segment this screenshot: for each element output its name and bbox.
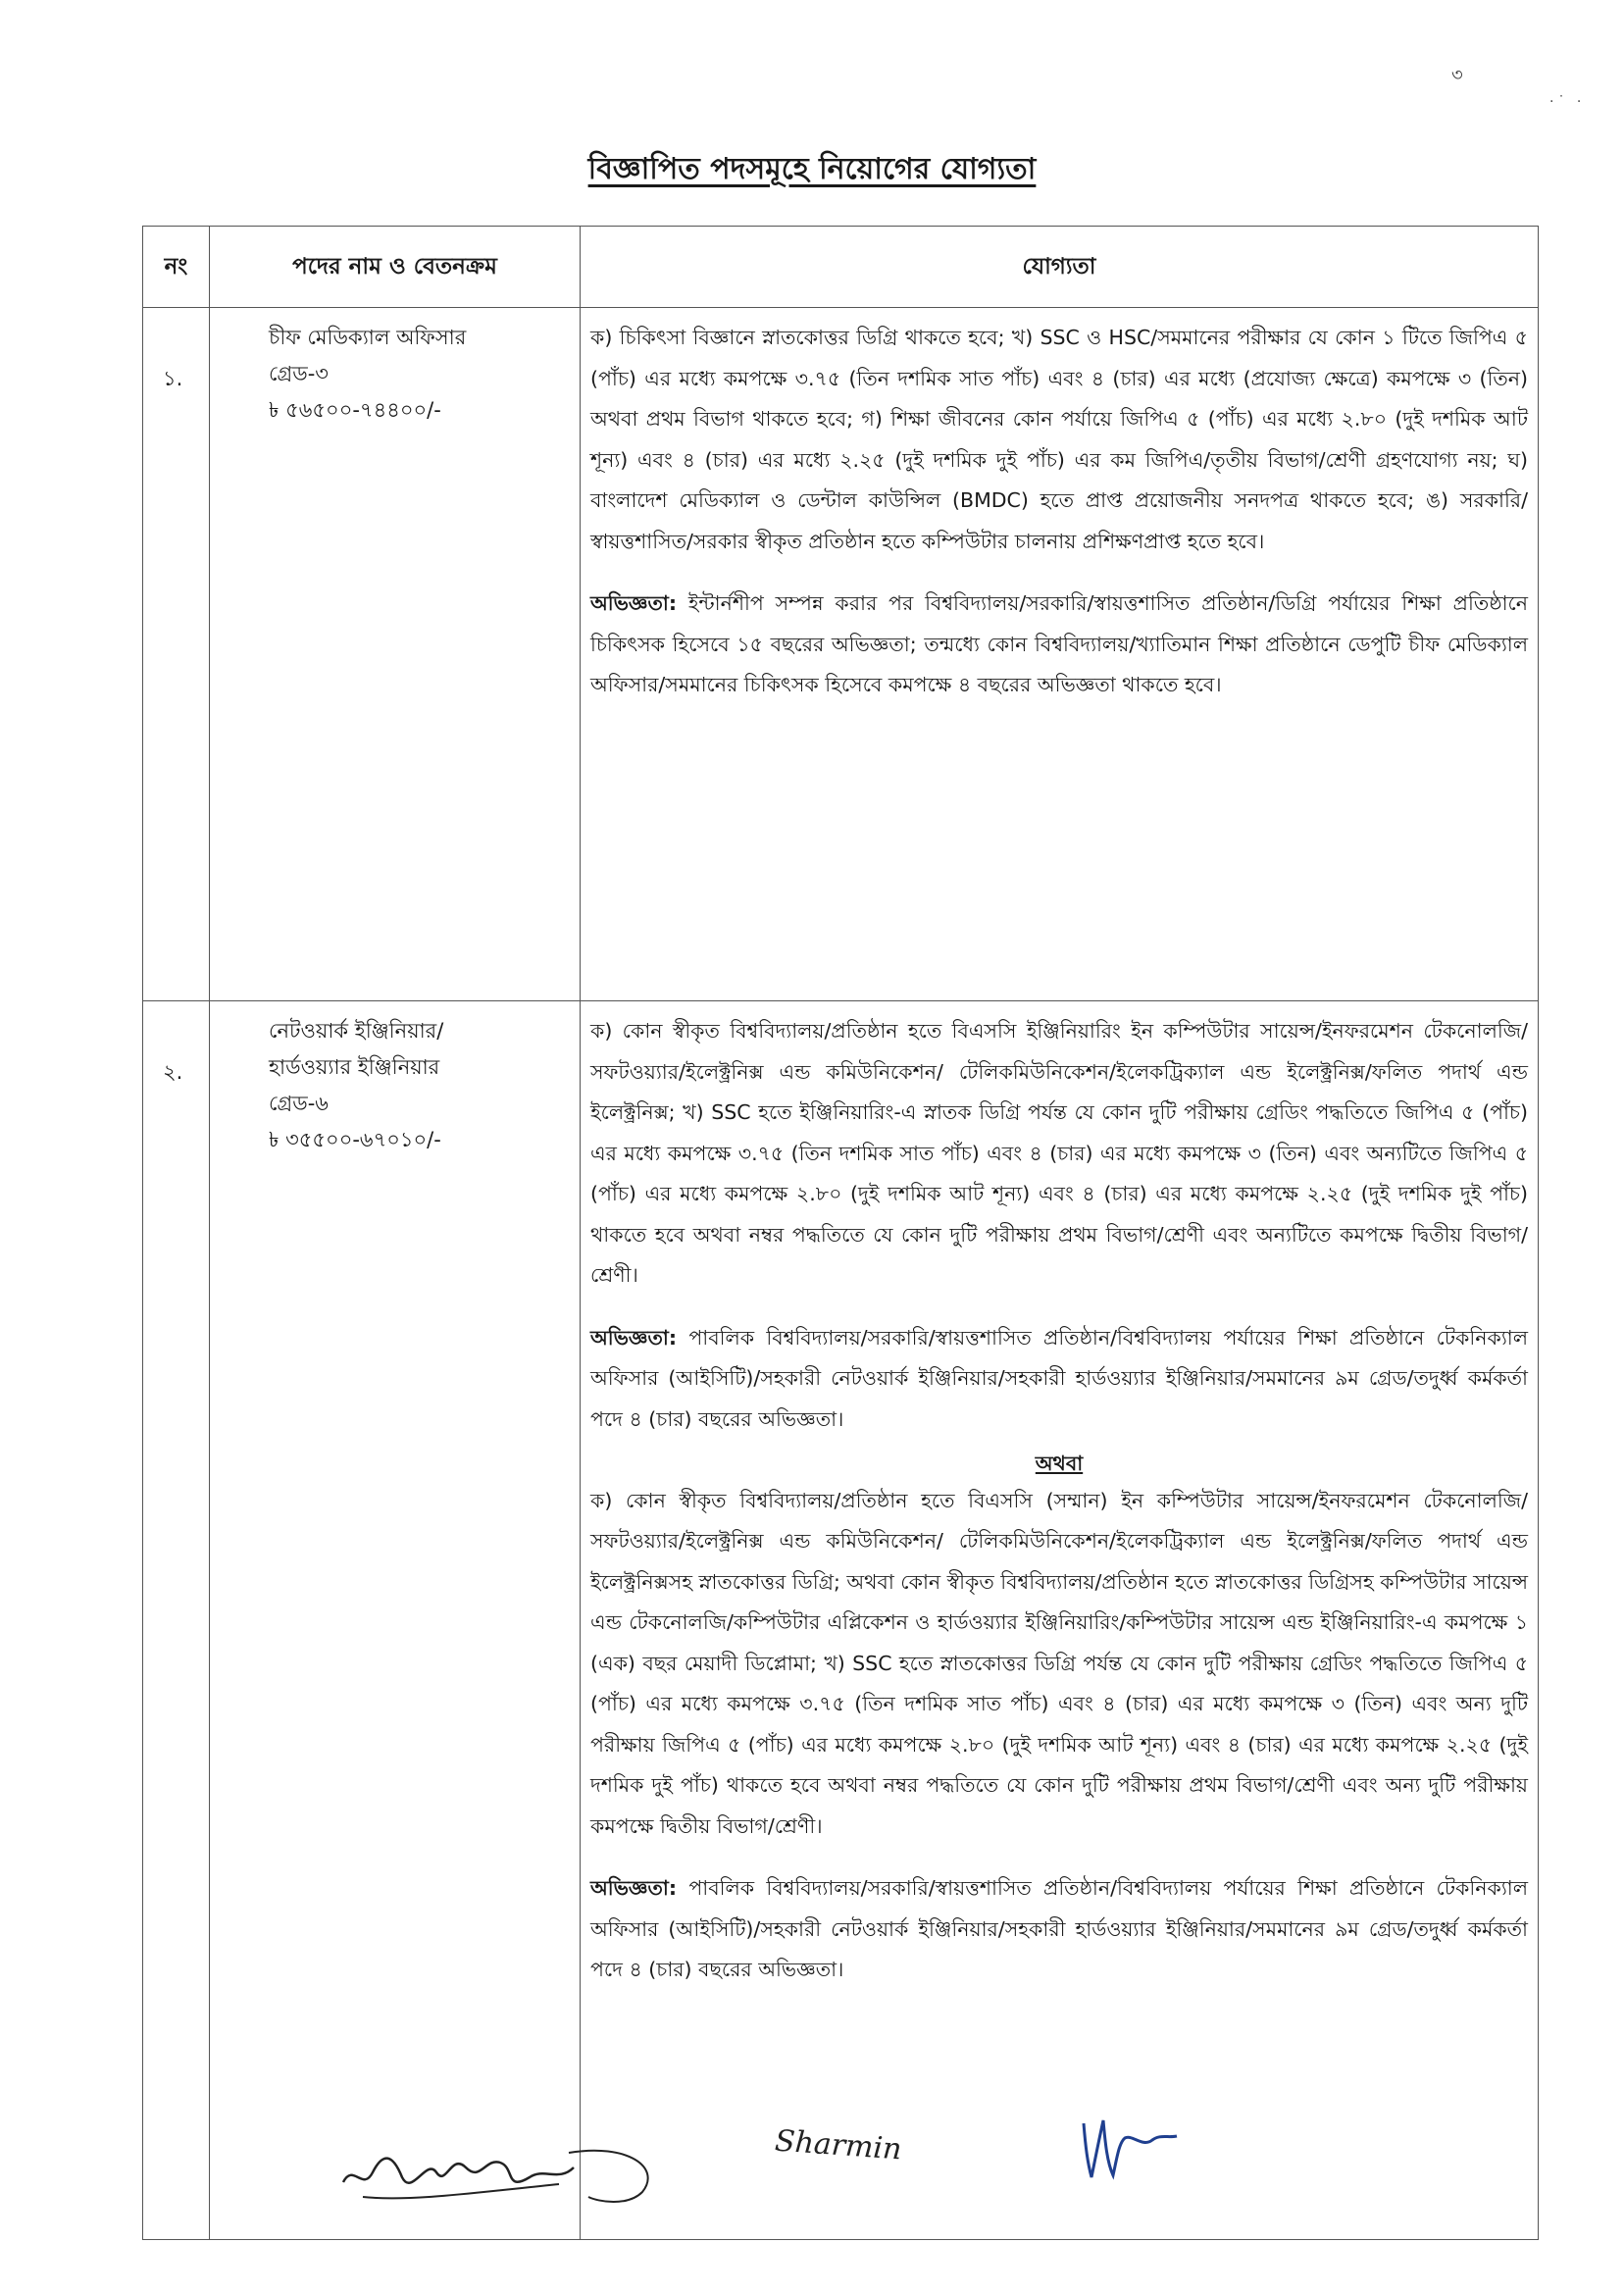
page-title	[0, 145, 1624, 195]
experience-label: অভিজ্ঞতা:	[590, 1325, 678, 1350]
header-no: নং	[143, 227, 210, 308]
post-cell	[210, 308, 581, 1001]
table-row	[143, 1001, 1539, 2240]
qualification-cell	[581, 1001, 1539, 2240]
post-name: নেটওয়ার্ক ইঞ্জিনিয়ার/	[269, 1019, 444, 1043]
signature-right	[1074, 2109, 1192, 2191]
signature-middle: Sharmin	[773, 2123, 903, 2167]
header-qualification: যোগ্যতা	[581, 227, 1539, 308]
page-number: ৩	[1451, 65, 1463, 85]
or-separator: অথবা	[1035, 1452, 1084, 1475]
table-row	[143, 308, 1539, 1001]
page-title-text: বিজ্ঞাপিত পদসমূহে নিয়োগের যোগ্যতা	[587, 152, 1037, 186]
experience-label: অভিজ্ঞতা:	[590, 591, 678, 615]
experience-text: পাবলিক বিশ্ববিদ্যালয়/সরকারি/স্বায়ত্তশাসিত প্রতিষ্ঠান/বিশ্ববিদ্যালয় পর্যায়ের শিক্ষা প্রতিষ্ঠানে টেকনিক্যাল অফিসার (আইসিটি)/সহকারী নেটওয়ার্ক ইঞ্জিনিয়ার/সহকারী হার্ডওয়্যার ইঞ্জিনিয়ার/সমমানের ৯ম গ্রেড/তদুর্ধ্ব কর্মকর্তা পদে ৪ (চার) বছরের অভিজ্ঞতা।	[590, 1325, 1528, 1431]
post-grade: গ্রেড-৩	[269, 362, 329, 385]
experience-paragraph	[590, 584, 1528, 706]
post-pay-scale: ৳ ৫৬৫০০-৭৪৪০০/-	[269, 398, 441, 422]
post-cell	[210, 1001, 581, 2240]
header-post: পদের নাম ও বেতনক্রম	[210, 227, 581, 308]
qualification-table	[142, 226, 1539, 2240]
post-grade: গ্রেড-৬	[269, 1092, 329, 1115]
post-name-cont: হার্ডওয়্যার ইঞ্জিনিয়ার	[269, 1055, 440, 1079]
alt-qualification-text: ক) কোন স্বীকৃত বিশ্ববিদ্যালয়/প্রতিষ্ঠান হতে বিএসসি (সম্মান) ইন কম্পিউটার সায়েন্স/ইনফরমেশন টেকনোলজি/সফটওয়্যার/ইলেক্ট্রনিক্স এন্ড কমিউনিকেশন/ টেলিকমিউনিকেশন/ইলেকট্রিক্যাল এন্ড ইলেক্ট্রনিক্স/ফলিত পদার্থ এন্ড ইলেক্ট্রনিক্সসহ স্নাতকোত্তর ডিগ্রি; অথবা কোন স্বীকৃত বিশ্ববিদ্যালয়/প্রতিষ্ঠান হতে স্নাতকোত্তর ডিগ্রিসহ কম্পিউটার সায়েন্স এন্ড টেকনোলজি/কম্পিউটার এপ্লিকেশন ও হার্ডওয়্যার ইঞ্জিনিয়ারিং/কম্পিউটার সায়েন্স এন্ড ইঞ্জিনিয়ারিং-এ কমপক্ষে ১ (এক) বছর মেয়াদী ডিপ্লোমা; খ) SSC হতে স্নাতকোত্তর ডিগ্রি পর্যন্ত যে কোন দুটি পরীক্ষায় গ্রেডিং পদ্ধতিতে জিপিএ ৫ (পাঁচ) এর মধ্যে কমপক্ষে ৩.৭৫ (তিন দশমিক সাত পাঁচ) এবং ৪ (চার) এর মধ্যে কমপক্ষে ৩ (তিন) এবং অন্য দুটি পরীক্ষায় জিপিএ ৫ (পাঁচ) এর মধ্যে কমপক্ষে ২.৮০ (দুই দশমিক আট শূন্য) এবং ৪ (চার) এর মধ্যে কমপক্ষে ২.২৫ (দুই দশমিক দুই পাঁচ) থাকতে হবে অথবা নম্বর পদ্ধতিতে যে কোন দুটি পরীক্ষায় প্রথম বিভাগ/শ্রেণী এবং অন্য দুটি পরীক্ষায় কমপক্ষে দ্বিতীয় বিভাগ/শ্রেণী।	[590, 1488, 1528, 1838]
experience-text: ইন্টার্নশীপ সম্পন্ন করার পর বিশ্ববিদ্যালয়/সরকারি/স্বায়ত্তশাসিত প্রতিষ্ঠান/ডিগ্রি পর্যায়ের শিক্ষা প্রতিষ্ঠানে চিকিৎসক হিসেবে ১৫ বছরের অভিজ্ঞতা; তন্মধ্যে কোন বিশ্ববিদ্যালয়/খ্যাতিমান শিক্ষা প্রতিষ্ঠানে ডেপুটি চীফ মেডিক্যাল অফিসার/সমমানের চিকিৎসক হিসেবে কমপক্ষে ৪ বছরের অভিজ্ঞতা থাকতে হবে।	[590, 591, 1528, 696]
row-number: ২.	[143, 1001, 210, 2240]
table-header-row	[143, 227, 1539, 308]
qualification-cell	[581, 308, 1539, 1001]
signature-left	[333, 2123, 667, 2216]
post-pay-scale: ৳ ৩৫৫০০-৬৭০১০/-	[269, 1128, 441, 1151]
experience-label: অভিজ্ঞতা:	[590, 1876, 678, 1900]
alt-experience-paragraph	[590, 1868, 1528, 1991]
post-name: চীফ মেডিক্যাল অফিসার	[269, 326, 467, 349]
margin-specks: ·˙ ·	[1549, 94, 1586, 110]
qualification-text: ক) কোন স্বীকৃত বিশ্ববিদ্যালয়/প্রতিষ্ঠান হতে বিএসসি ইঞ্জিনিয়ারিং ইন কম্পিউটার সায়েন্স/ইনফরমেশন টেকনোলজি/সফটওয়্যার/ইলেক্ট্রনিক্স এন্ড কমিউনিকেশন/ টেলিকমিউনিকেশন/ইলেকট্রিক্যাল এন্ড ইলেক্ট্রনিক্স/ফলিত পদার্থ এন্ড ইলেক্ট্রনিক্স; খ) SSC হতে ইঞ্জিনিয়ারিং-এ স্নাতক ডিগ্রি পর্যন্ত যে কোন দুটি পরীক্ষায় গ্রেডিং পদ্ধতিতে জিপিএ ৫ (পাঁচ) এর মধ্যে কমপক্ষে ৩.৭৫ (তিন দশমিক সাত পাঁচ) এবং ৪ (চার) এর মধ্যে কমপক্ষে ৩ (তিন) এবং অন্যটিতে জিপিএ ৫ (পাঁচ) এর মধ্যে কমপক্ষে ২.৮০ (দুই দশমিক আট শূন্য) এবং ৪ (চার) এর মধ্যে কমপক্ষে ২.২৫ (দুই দশমিক দুই পাঁচ) থাকতে হবে অথবা নম্বর পদ্ধতিতে যে কোন দুটি পরীক্ষায় প্রথম বিভাগ/শ্রেণী এবং অন্যটিতে কমপক্ষে দ্বিতীয় বিভাগ/শ্রেণী।	[590, 1019, 1528, 1287]
row-number: ১.	[143, 308, 210, 1001]
qualification-text: ক) চিকিৎসা বিজ্ঞানে স্নাতকোত্তর ডিগ্রি থাকতে হবে; খ) SSC ও HSC/সমমানের পরীক্ষার যে কোন ১ টিতে জিপিএ ৫ (পাঁচ) এর মধ্যে কমপক্ষে ৩.৭৫ (তিন দশমিক সাত পাঁচ) এবং ৪ (চার) এর মধ্যে (প্রযোজ্য ক্ষেত্রে) কমপক্ষে ৩ (তিন) অথবা প্রথম বিভাগ থাকতে হবে; গ) শিক্ষা জীবনের কোন পর্যায়ে জিপিএ ৫ (পাঁচ) এর মধ্যে ২.৮০ (দুই দশমিক আট শূন্য) এবং ৪ (চার) এর মধ্যে ২.২৫ (দুই দশমিক দুই পাঁচ) এর কম জিপিএ/তৃতীয় বিভাগ/শ্রেণী গ্রহণযোগ্য নয়; ঘ) বাংলাদেশ মেডিক্যাল ও ডেন্টাল কাউন্সিল (BMDC) হতে প্রাপ্ত প্রয়োজনীয় সনদপত্র থাকতে হবে; ঙ) সরকারি/স্বায়ত্তশাসিত/সরকার স্বীকৃত প্রতিষ্ঠান হতে কম্পিউটার চালনায় প্রশিক্ষণপ্রাপ্ত হতে হবে।	[590, 326, 1528, 553]
experience-paragraph	[590, 1318, 1528, 1441]
experience-text: পাবলিক বিশ্ববিদ্যালয়/সরকারি/স্বায়ত্তশাসিত প্রতিষ্ঠান/বিশ্ববিদ্যালয় পর্যায়ের শিক্ষা প্রতিষ্ঠানে টেকনিক্যাল অফিসার (আইসিটি)/সহকারী নেটওয়ার্ক ইঞ্জিনিয়ার/সহকারী হার্ডওয়্যার ইঞ্জিনিয়ার/সমমানের ৯ম গ্রেড/তদুর্ধ্ব কর্মকর্তা পদে ৪ (চার) বছরের অভিজ্ঞতা।	[590, 1876, 1528, 1981]
